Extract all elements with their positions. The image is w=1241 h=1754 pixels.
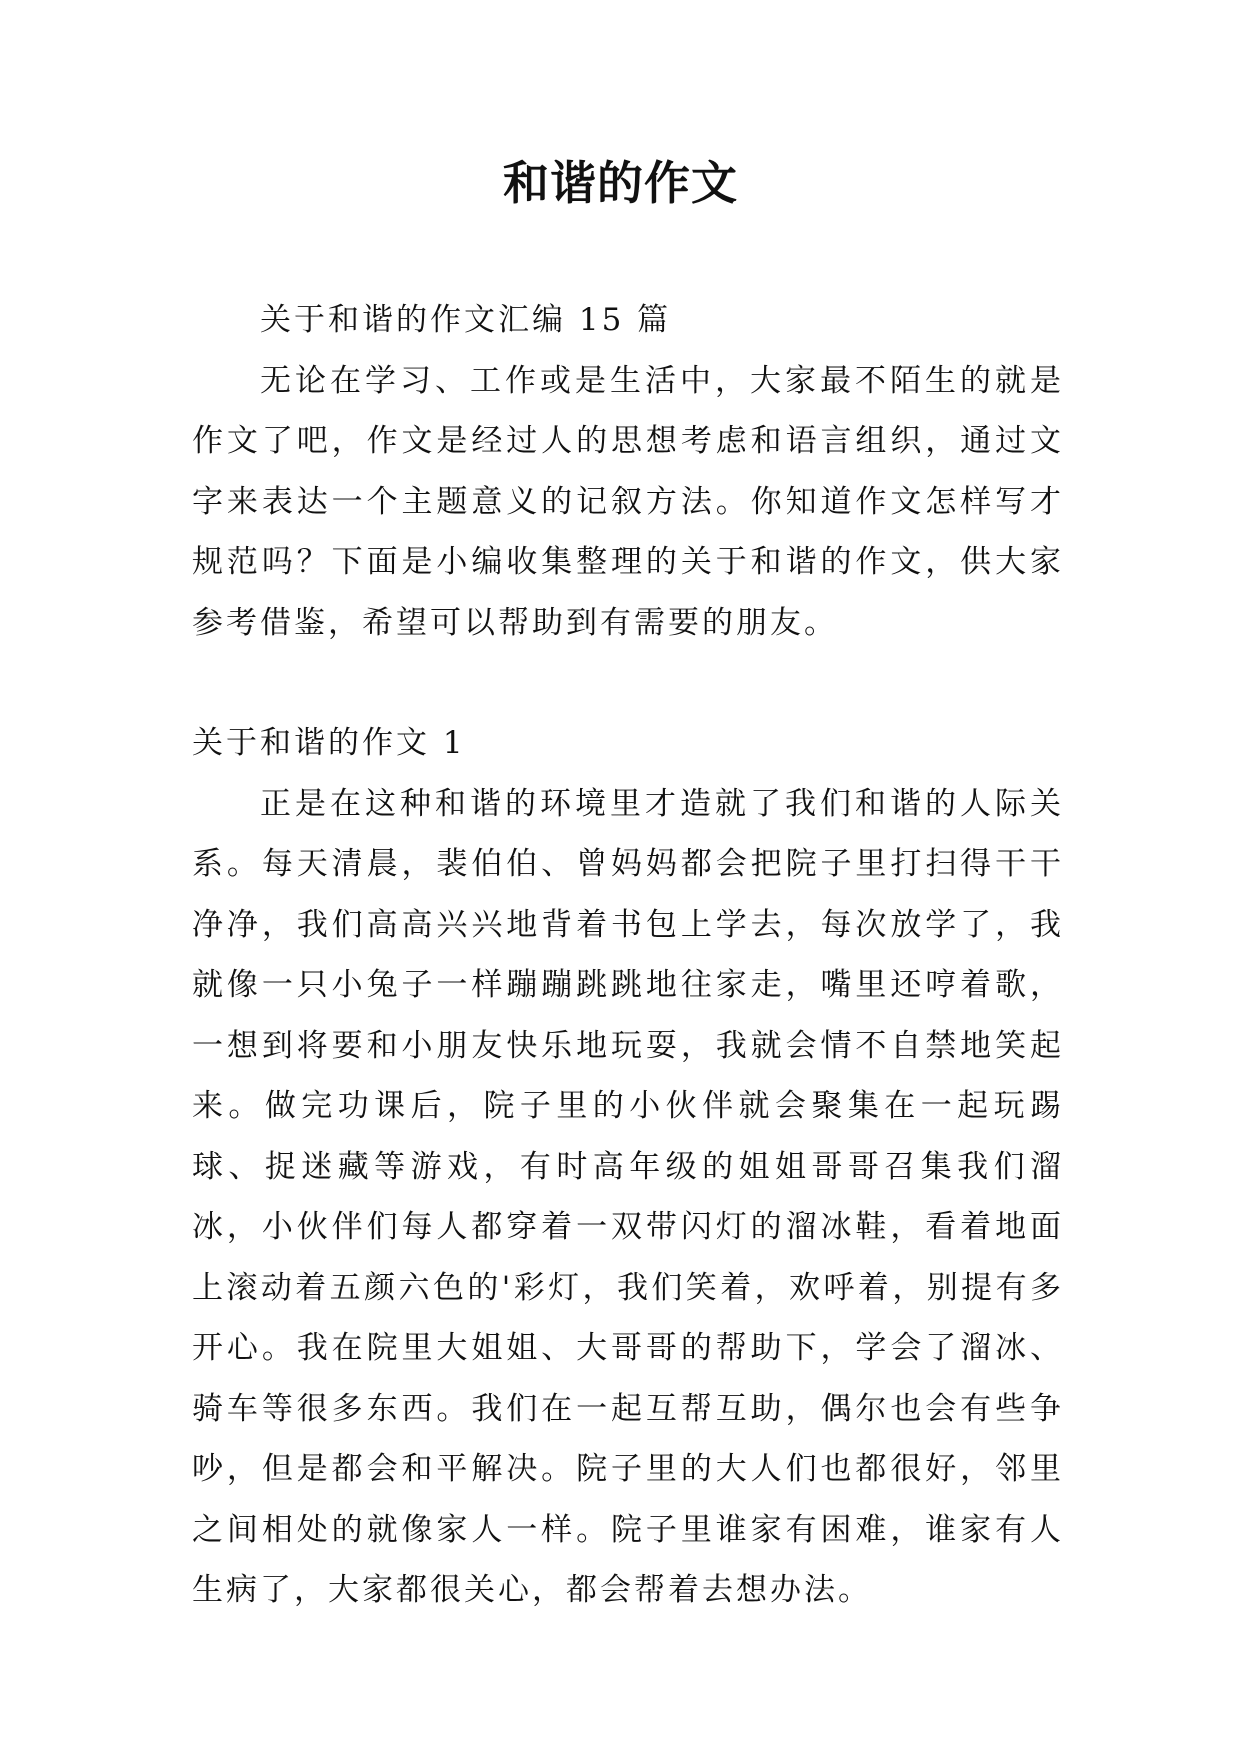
essay-heading: 关于和谐的作文 1 bbox=[192, 725, 466, 761]
essay-paragraph: 正是在这种和谐的环境里才造就了我们和谐的人际关系。每天清晨，裴伯伯、曾妈妈都会把院子里打扫得干干净净，我们高高兴兴地背着书包上学去，每次放学了，我就像一只小兔子一样蹦蹦跳跳地往家走，嘴里还哼着歌，一想到将要和小朋友快乐地玩耍，我就会情不自禁地笑起来。做完功课后，院子里的小伙伴就会聚集在一起玩踢球、捉迷藏等游戏，有时高年级的姐姐哥哥召集我们溜冰，小伙伴们每人都穿着一双带闪灯的溜冰鞋，看着地面上滚动着五颜六色的'彩灯，我们笑着，欢呼着，别提有多开心。我在院里大姐姐、大哥哥的帮助下，学会了溜冰、骑车等很多东西。我们在一起互帮互助，偶尔也会有些争吵，但是都会和平解决。院子里的大人们也都很好，邻里之间相处的就像家人一样。院子里谁家有困难，谁家有人生病了，大家都很关心，都会帮着去想办法。 bbox=[192, 785, 1064, 1608]
intro-subtitle: 关于和谐的作文汇编 15 篇 bbox=[260, 302, 672, 338]
document-title: 和谐的作文 bbox=[503, 156, 738, 210]
document-body bbox=[192, 290, 1064, 1621]
intro-paragraph: 无论在学习、工作或是生活中，大家最不陌生的就是作文了吧，作文是经过人的思想考虑和语言组织，通过文字来表达一个主题意义的记叙方法。你知道作文怎样写才规范吗？下面是小编收集整理的关于和谐的作文，供大家参考借鉴，希望可以帮助到有需要的朋友。 bbox=[192, 362, 1064, 641]
